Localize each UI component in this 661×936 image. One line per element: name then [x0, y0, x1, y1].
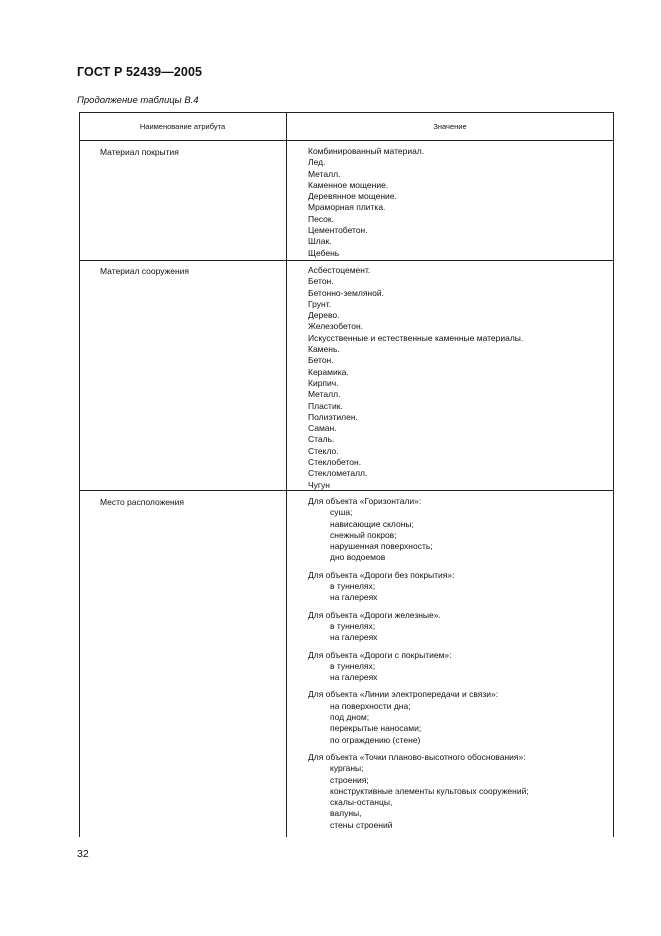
- value-line: Железобетон.: [308, 321, 364, 332]
- value-group: [308, 689, 529, 745]
- group-item: на галереях: [330, 672, 378, 683]
- value-line: Песок.: [308, 213, 334, 224]
- group-item: строения;: [330, 774, 369, 785]
- group-item: конструктивные элементы культовых сооружений;: [330, 785, 529, 796]
- value-group: [308, 496, 529, 564]
- value-line: Керамика.: [308, 366, 349, 377]
- group-heading: Для объекта «Точки планово-высотного обоснования»:: [308, 751, 526, 762]
- value-line: Деревянное мощение.: [308, 191, 397, 202]
- row-divider: [79, 260, 614, 261]
- value-line: Бетонно-земляной.: [308, 287, 384, 298]
- attr-cell: Материал сооружения: [100, 266, 190, 276]
- value-cell: [308, 265, 523, 491]
- value-line: Мраморная плитка.: [308, 202, 386, 213]
- value-line: Дерево.: [308, 310, 340, 321]
- group-heading: Для объекта «Дороги железные».: [308, 609, 441, 620]
- group-item: скалы-останцы,: [330, 797, 393, 808]
- value-line: Асбестоцемент.: [308, 265, 371, 275]
- group-heading: Для объекта «Дороги без покрытия»:: [308, 569, 455, 580]
- group-item: стены строений: [330, 819, 393, 830]
- group-item: на галереях: [330, 632, 378, 643]
- value-group: [308, 610, 529, 644]
- group-item: суша;: [330, 507, 353, 518]
- group-item: курганы;: [330, 763, 364, 774]
- attr-cell: Материал покрытия: [100, 147, 179, 157]
- group-item: снежный покров;: [330, 529, 397, 540]
- group-item: нависающие склоны;: [330, 518, 414, 529]
- value-line: Металл.: [308, 168, 341, 179]
- table-border-right: [613, 112, 614, 837]
- value-line: Стекло.: [308, 445, 339, 456]
- value-line: Чугун: [308, 479, 330, 490]
- value-line: Сталь.: [308, 434, 335, 445]
- value-line: Щебень: [308, 247, 340, 258]
- attr-cell: Место расположения: [100, 497, 185, 507]
- group-item: в туннелях;: [330, 660, 376, 671]
- header-divider: [79, 140, 614, 141]
- group-item: нарушенная поверхность;: [330, 541, 433, 552]
- value-group: [308, 570, 529, 604]
- document-title: ГОСТ Р 52439—2005: [77, 65, 203, 79]
- value-line: Камень.: [308, 344, 340, 355]
- value-cell: [308, 496, 529, 831]
- value-line: Стеклобетон.: [308, 457, 362, 468]
- value-line: Полиэтилен.: [308, 411, 358, 422]
- group-item: на поверхности дна;: [330, 700, 411, 711]
- value-line: Бетон.: [308, 276, 334, 287]
- group-item: в туннелях;: [330, 620, 376, 631]
- value-group: [308, 650, 529, 684]
- value-group: [308, 752, 529, 831]
- value-line: Каменное мощение.: [308, 179, 389, 190]
- table-column-divider: [286, 112, 287, 837]
- value-line: Цементобетон.: [308, 225, 368, 236]
- value-line: Искусственные и естественные каменные материалы.: [308, 332, 524, 343]
- page-number: 32: [77, 848, 89, 860]
- group-item: в туннелях;: [330, 581, 376, 592]
- value-line: Металл.: [308, 389, 341, 400]
- column-header-value: Значение: [433, 121, 467, 131]
- group-item: дно водоемов: [330, 552, 386, 563]
- group-item: на галереях: [330, 592, 378, 603]
- group-item: валуны,: [330, 808, 362, 819]
- value-line: Кирпич.: [308, 377, 339, 388]
- value-line: Бетон.: [308, 355, 334, 366]
- attribute-table: [79, 112, 614, 837]
- group-item: по ограждению (стене): [330, 734, 421, 745]
- value-line: Грунт.: [308, 298, 332, 309]
- column-header-attribute: Наименование атрибута: [139, 121, 226, 131]
- value-line: Стеклометалл.: [308, 468, 368, 479]
- value-line: Шлак.: [308, 236, 332, 247]
- group-item: перекрытые наносами;: [330, 723, 422, 734]
- value-line: Саман.: [308, 423, 337, 434]
- group-heading: Для объекта «Горизонтали»:: [308, 496, 422, 506]
- group-heading: Для объекта «Линии электропередачи и связи»:: [308, 689, 499, 700]
- group-heading: Для объекта «Дороги с покрытием»:: [308, 649, 452, 660]
- group-item: под дном;: [330, 712, 370, 723]
- value-line: Лед.: [308, 157, 326, 168]
- table-caption: Продолжение таблицы В.4: [77, 95, 199, 106]
- value-line: Комбинированный материал.: [308, 146, 425, 156]
- value-line: Пластик.: [308, 400, 343, 411]
- table-border-left: [79, 112, 80, 837]
- value-cell: [308, 146, 424, 259]
